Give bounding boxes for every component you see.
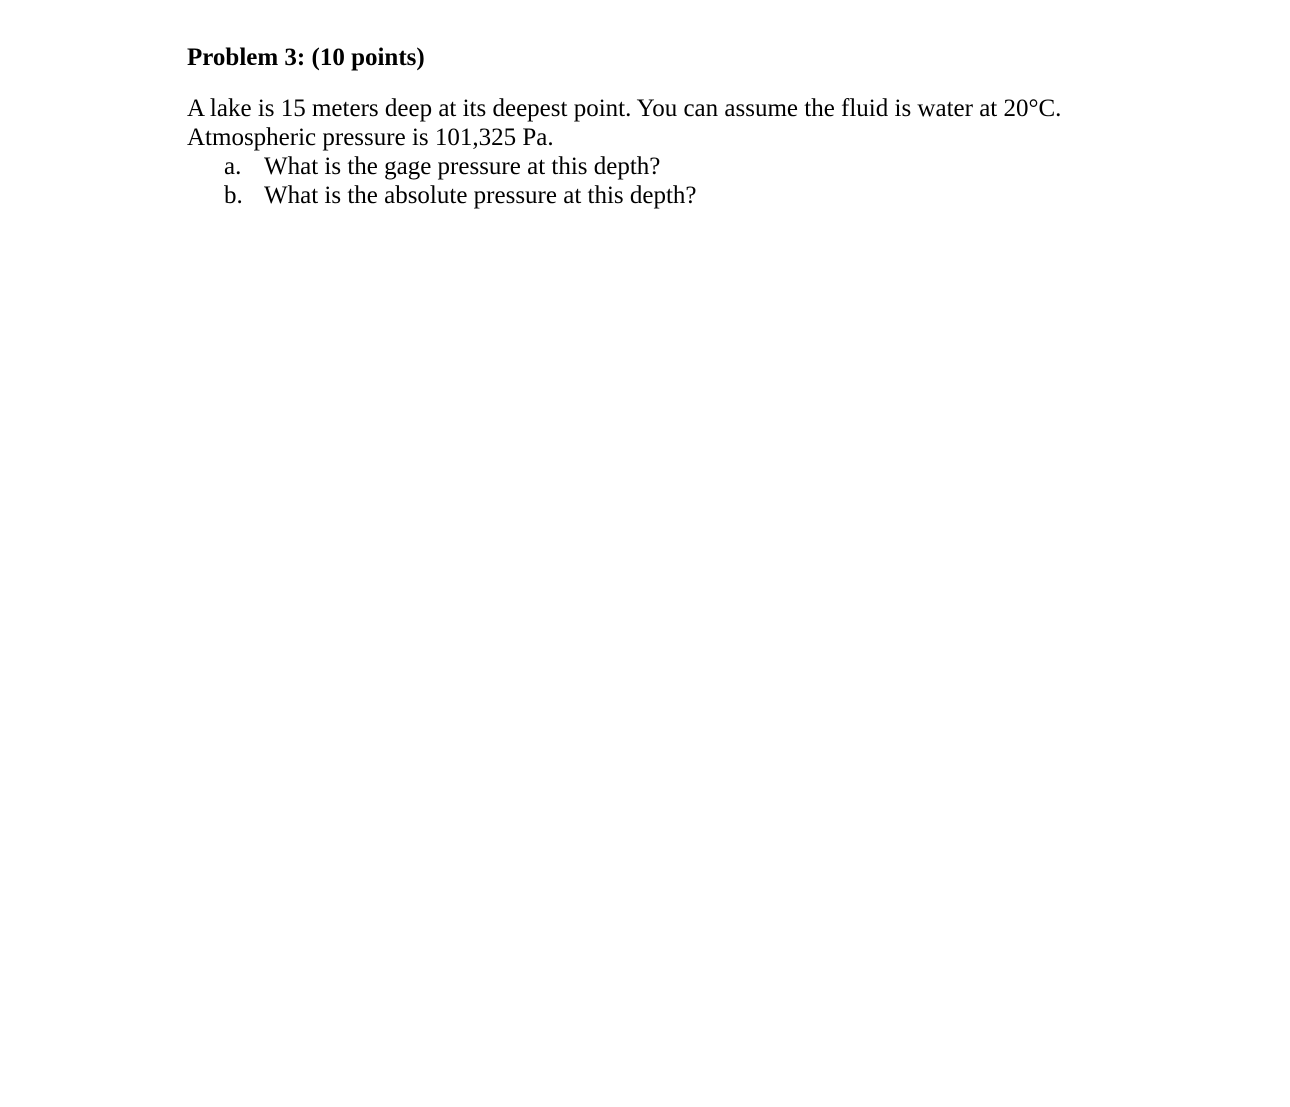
question-item — [187, 181, 1187, 210]
document-page — [187, 40, 1187, 210]
statement-line: Atmospheric pressure is 101,325 Pa. — [187, 124, 554, 151]
question-list — [187, 152, 1187, 210]
question-text: What is the gage pressure at this depth? — [264, 153, 661, 180]
problem-title: Problem 3: (10 points) — [187, 44, 425, 71]
question-marker: b. — [224, 182, 243, 209]
question-marker: a. — [224, 153, 242, 180]
question-text: What is the absolute pressure at this depth? — [264, 182, 697, 209]
problem-statement — [187, 94, 1187, 152]
question-item — [187, 152, 1187, 181]
statement-line: A lake is 15 meters deep at its deepest point. You can assume the fluid is water at 20°C. — [187, 95, 1062, 122]
